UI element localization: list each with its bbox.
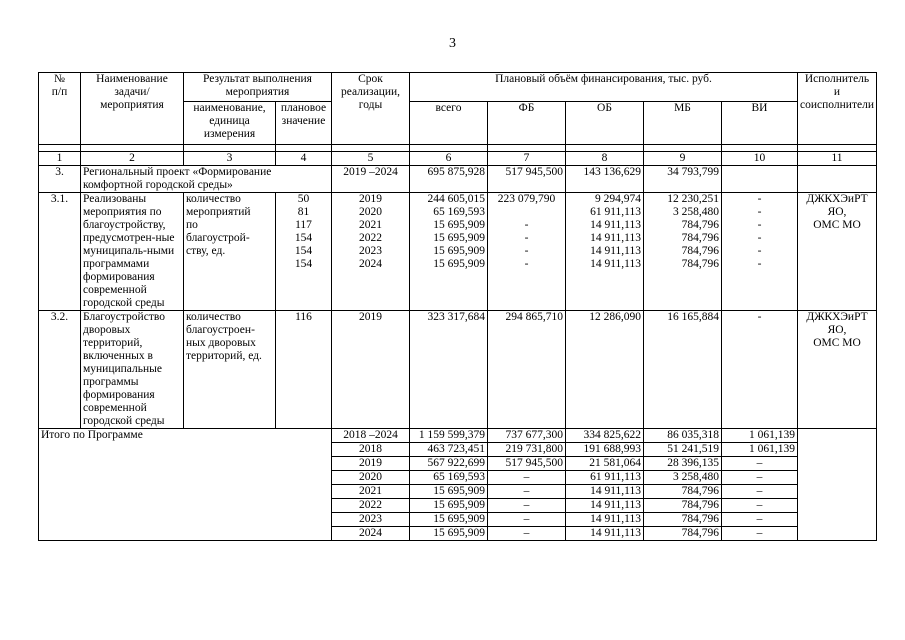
- totals-total: 1 159 599,379: [410, 429, 488, 443]
- header-task: Наименование задачи/ мероприятия: [81, 73, 184, 145]
- project-total: 695 875,928: [410, 166, 488, 193]
- item-3-2-executor: ДЖКХЭиРТ ЯО, ОМС МО: [798, 311, 877, 429]
- totals-fb: –: [488, 471, 566, 485]
- item-3-2-unit: количество благоустроен- ных дворовых территорий, ед.: [184, 311, 276, 429]
- item-3-1-num: 3.1.: [39, 193, 81, 311]
- totals-ob: 14 911,113: [566, 485, 644, 499]
- totals-vi: –: [722, 457, 798, 471]
- project-num: 3.: [39, 166, 81, 193]
- header-total: всего: [410, 102, 488, 145]
- column-number-1: 1: [39, 152, 81, 166]
- totals-executor: [798, 429, 877, 541]
- column-number-7: 7: [488, 152, 566, 166]
- totals-total: 567 922,699: [410, 457, 488, 471]
- totals-term: 2022: [332, 499, 410, 513]
- totals-fb: –: [488, 527, 566, 541]
- item-3-1-values: 50 81 117 154 154 154: [276, 193, 332, 311]
- totals-ob: 61 911,113: [566, 471, 644, 485]
- totals-row: [39, 429, 877, 443]
- project-vi: [722, 166, 798, 193]
- header-row-1: [39, 73, 877, 102]
- totals-vi: –: [722, 471, 798, 485]
- header-fb: ФБ: [488, 102, 566, 145]
- project-fb: 517 945,500: [488, 166, 566, 193]
- totals-ob: 21 581,064: [566, 457, 644, 471]
- totals-total: 15 695,909: [410, 527, 488, 541]
- project-executor: [798, 166, 877, 193]
- item-3-2-ob: 12 286,090: [566, 311, 644, 429]
- totals-term: 2018 –2024: [332, 429, 410, 443]
- totals-vi: –: [722, 485, 798, 499]
- totals-total: 15 695,909: [410, 513, 488, 527]
- item-3-1-ob: 9 294,974 61 911,113 14 911,113 14 911,113 14 911,113 14 911,113: [566, 193, 644, 311]
- totals-mb: 86 035,318: [644, 429, 722, 443]
- totals-section: [39, 429, 877, 541]
- totals-term: 2018: [332, 443, 410, 457]
- header-result: Результат выполнения мероприятия: [184, 73, 332, 102]
- project-mb: 34 793,799: [644, 166, 722, 193]
- totals-vi: –: [722, 513, 798, 527]
- totals-total: 15 695,909: [410, 499, 488, 513]
- totals-mb: 3 258,480: [644, 471, 722, 485]
- totals-ob: 14 911,113: [566, 499, 644, 513]
- totals-total: 65 169,593: [410, 471, 488, 485]
- header-vi: ВИ: [722, 102, 798, 145]
- item-3-1-row: [39, 193, 877, 311]
- totals-ob: 191 688,993: [566, 443, 644, 457]
- item-3-2-row: [39, 311, 877, 429]
- header-ob: ОБ: [566, 102, 644, 145]
- item-3-1-executor: ДЖКХЭиРТ ЯО, ОМС МО: [798, 193, 877, 311]
- totals-label: Итого по Программе: [39, 429, 332, 541]
- totals-vi: 1 061,139: [722, 429, 798, 443]
- project-term: 2019 –2024: [332, 166, 410, 193]
- totals-total: 15 695,909: [410, 485, 488, 499]
- totals-vi: –: [722, 527, 798, 541]
- totals-fb: –: [488, 485, 566, 499]
- totals-total: 463 723,451: [410, 443, 488, 457]
- totals-fb: –: [488, 499, 566, 513]
- totals-fb: 737 677,300: [488, 429, 566, 443]
- item-3-1-mb: 12 230,251 3 258,480 784,796 784,796 784,796 784,796: [644, 193, 722, 311]
- item-3-1-unit: количество мероприятий по благоустрой- ству, ед.: [184, 193, 276, 311]
- header-financing: Плановый объём финансирования, тыс. руб.: [410, 73, 798, 102]
- totals-fb: 517 945,500: [488, 457, 566, 471]
- column-number-9: 9: [644, 152, 722, 166]
- item-3-2-total: 323 317,684: [410, 311, 488, 429]
- column-number-11: 11: [798, 152, 877, 166]
- totals-term: 2024: [332, 527, 410, 541]
- totals-mb: 784,796: [644, 485, 722, 499]
- totals-mb: 784,796: [644, 527, 722, 541]
- column-number-row: [39, 152, 877, 166]
- item-3-1-fb: 223 079,790 - - - -: [488, 193, 566, 311]
- column-number-2: 2: [81, 152, 184, 166]
- header-executor: Исполнитель и соисполнители: [798, 73, 877, 145]
- item-3-1-vi: - - - - - -: [722, 193, 798, 311]
- item-3-2-vi: -: [722, 311, 798, 429]
- item-3-2-name: Благоустройство дворовых территорий, включенных в муниципальные программы формирования современной городской среды: [81, 311, 184, 429]
- item-3-2-fb: 294 865,710: [488, 311, 566, 429]
- financing-table: [38, 72, 877, 541]
- header-mb: МБ: [644, 102, 722, 145]
- totals-ob: 334 825,622: [566, 429, 644, 443]
- column-number-6: 6: [410, 152, 488, 166]
- totals-fb: 219 731,800: [488, 443, 566, 457]
- totals-term: 2020: [332, 471, 410, 485]
- column-number-4: 4: [276, 152, 332, 166]
- column-number-5: 5: [332, 152, 410, 166]
- item-3-1-total: 244 605,015 65 169,593 15 695,909 15 695,909 15 695,909 15 695,909: [410, 193, 488, 311]
- totals-mb: 784,796: [644, 513, 722, 527]
- item-3-2-value: 116: [276, 311, 332, 429]
- column-number-8: 8: [566, 152, 644, 166]
- item-3-2-year: 2019: [332, 311, 410, 429]
- totals-term: 2021: [332, 485, 410, 499]
- item-3-1-name: Реализованы мероприятия по благоустройству, предусмотрен-ные муниципаль-ными программами формирования современной городской среды: [81, 193, 184, 311]
- totals-term: 2019: [332, 457, 410, 471]
- item-3-2-mb: 16 165,884: [644, 311, 722, 429]
- totals-mb: 28 396,135: [644, 457, 722, 471]
- column-number-3: 3: [184, 152, 276, 166]
- column-number-10: 10: [722, 152, 798, 166]
- header-result-value: плановое значение: [276, 102, 332, 145]
- header-gap: [39, 145, 877, 152]
- totals-ob: 14 911,113: [566, 513, 644, 527]
- project-row: [39, 166, 877, 193]
- totals-term: 2023: [332, 513, 410, 527]
- project-name: Региональный проект «Формирование комфортной городской среды»: [81, 166, 332, 193]
- totals-mb: 51 241,519: [644, 443, 722, 457]
- totals-mb: 784,796: [644, 499, 722, 513]
- totals-ob: 14 911,113: [566, 527, 644, 541]
- totals-fb: –: [488, 513, 566, 527]
- header-result-name: наименование, единица измерения: [184, 102, 276, 145]
- item-3-1-years: 2019 2020 2021 2022 2023 2024: [332, 193, 410, 311]
- totals-vi: –: [722, 499, 798, 513]
- project-ob: 143 136,629: [566, 166, 644, 193]
- header-term: Срок реализации, годы: [332, 73, 410, 145]
- header-num: № п/п: [39, 73, 81, 145]
- totals-vi: 1 061,139: [722, 443, 798, 457]
- item-3-2-num: 3.2.: [39, 311, 81, 429]
- page-number: 3: [449, 36, 456, 51]
